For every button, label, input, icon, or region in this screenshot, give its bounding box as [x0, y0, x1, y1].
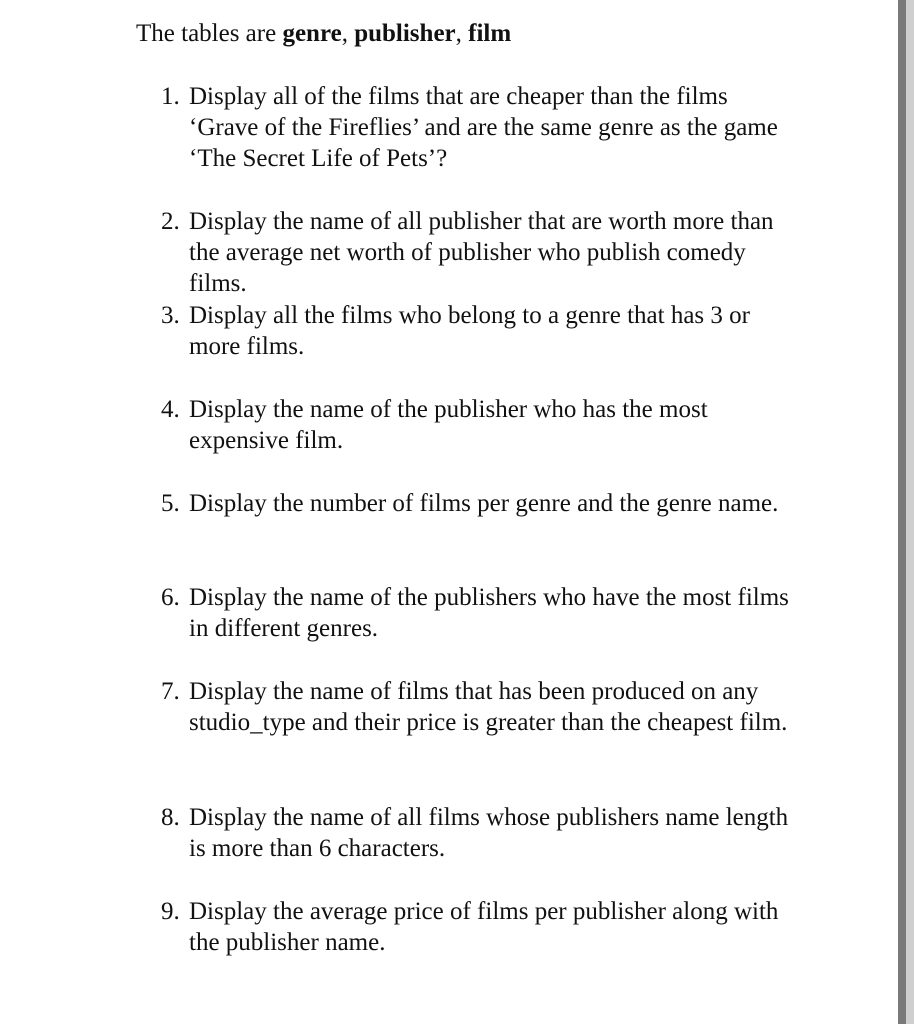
question-2 — [161, 206, 801, 299]
question-text: Display all of the films that are cheaper than the films ‘Grave of the Fireflies’ and are the same genre as the game ‘The Secret Life of Pets’? — [189, 83, 778, 172]
question-number: 9. — [161, 898, 180, 925]
separator: , — [341, 20, 355, 47]
question-number: 1. — [161, 83, 180, 110]
question-number: 6. — [161, 584, 180, 611]
question-text: Display the name of films that has been produced on any studio_type and their price is greater than the cheapest film. — [189, 678, 788, 736]
question-text: Display the name of the publisher who has the most expensive film. — [189, 396, 708, 454]
question-text: Display the average price of films per publisher along with the publisher name. — [189, 898, 779, 956]
question-number: 2. — [161, 208, 180, 235]
question-number: 8. — [161, 804, 180, 831]
question-text: Display the name of the publishers who have the most films in different genres. — [189, 584, 789, 642]
question-text: Display the name of all films whose publishers name length is more than 6 characters. — [189, 804, 789, 862]
question-5 — [161, 488, 801, 519]
question-1 — [161, 81, 801, 174]
question-9 — [161, 896, 801, 958]
question-text: Display all the films who belong to a genre that has 3 or more films. — [189, 302, 750, 360]
question-text: Display the name of all publisher that are worth more than the average net worth of publisher who publish comedy films. — [189, 208, 774, 297]
table-name-publisher: publisher — [354, 20, 456, 47]
intro-line — [136, 18, 511, 49]
table-name-film: film — [468, 20, 512, 47]
question-7 — [161, 676, 801, 738]
question-text: Display the number of films per genre and the genre name. — [189, 490, 779, 517]
question-number: 5. — [161, 490, 180, 517]
question-3 — [161, 300, 801, 362]
page-edge-scrollbar[interactable] — [898, 0, 914, 1024]
question-8 — [161, 802, 801, 864]
question-number: 7. — [161, 678, 180, 705]
question-number: 3. — [161, 302, 180, 329]
separator: , — [455, 20, 469, 47]
question-4 — [161, 394, 801, 456]
table-name-genre: genre — [282, 20, 342, 47]
intro-prefix: The tables are — [136, 20, 283, 47]
question-6 — [161, 582, 801, 644]
question-number: 4. — [161, 396, 180, 423]
